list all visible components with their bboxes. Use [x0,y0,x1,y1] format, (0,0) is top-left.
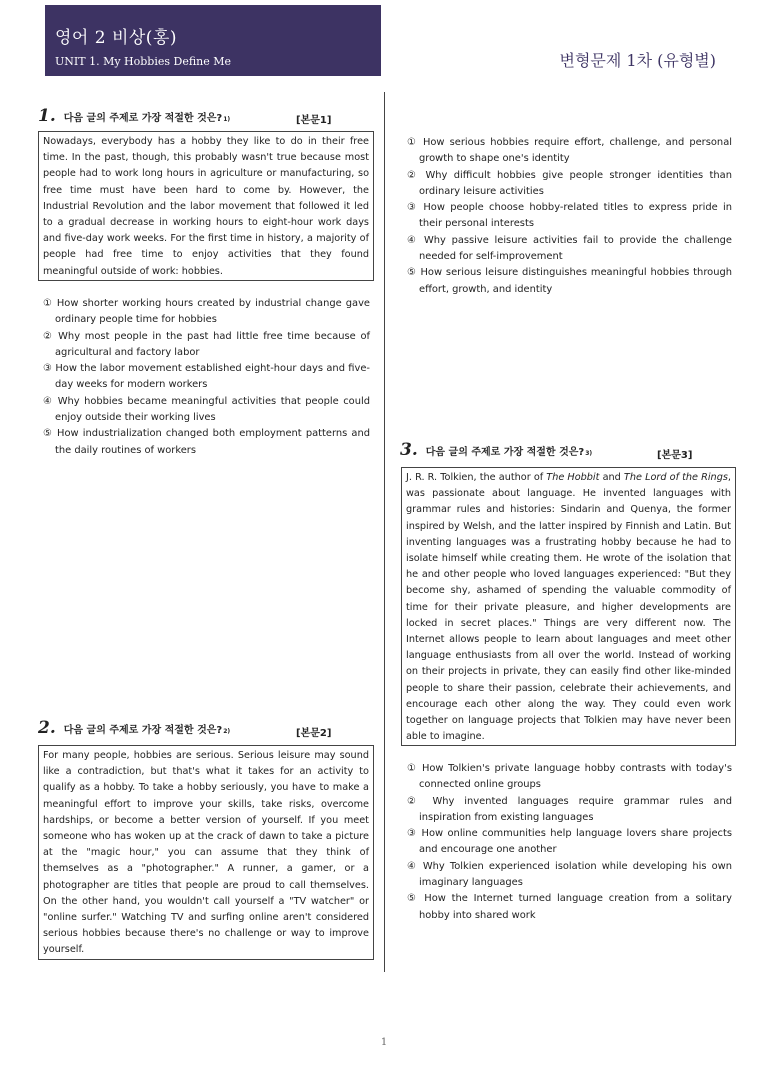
worksheet-title: 변형문제 1차 (유형별) [559,51,716,70]
column-divider [384,92,385,972]
question-3-heading [400,440,592,460]
option-5[interactable]: ⑤ How the Internet turned language creation from a solitary hobby into shared work [407,893,732,921]
question-2-heading [38,718,230,738]
passage-tag: [본문3] [657,450,693,461]
option-2[interactable]: ② Why most people in the past had little free time because of agricultural and factory labor [43,330,370,358]
option-4[interactable]: ④ Why hobbies became meaningful activities that people could enjoy outside their working lives [43,395,370,424]
option-3[interactable]: ③ How people choose hobby-related titles to express pride in their personal interests [407,202,732,230]
book-title-lotr: The Lord of the Rings [623,472,728,483]
question-1-passage: Nowadays, everybody has a hobby they like to do in their free time. In the past, though, this probably wasn't true because most people had to work long hours in agriculture or manufacturing, so free time must have been hard to come by. However, the Industrial Revolution and the labor movement that followed it led to a gradual decrease in working hours to eight-hour work days and five-day work weeks. For the first time in history, a majority of people had free time to enjoy activities that they found meaningful outside of work: hobbies. [38,131,374,281]
page-number: 1 [380,1037,388,1048]
passage-text: , was passionate about language. He invented languages with grammar rules and histories: Sindarin and Quenya, the former inspired by Welsh, and the latter inspired by Finnish and Latin. But inventing languages was a frustrating hobby because he had to isolate himself while creating them. He wrote of the isolation that he and other people who loved languages experienced: "But they become shy, ashamed of spending the valuable commodity of time for their private pleasure, and higher developments are locked in secret places." Things are very different now. The Internet allows people to learn about languages and meet other language enthusiasts from all over the world. Instead of working on their projects in private, they can easily find other like-minded people to share their passion, celebrate their achievements, and encourage each other along the way. They could even work together on language projects that Tolkien may have never been able to imagine. [406,472,731,743]
option-5[interactable]: ⑤ How industrialization changed both employment patterns and the daily routines of workers [43,428,370,456]
option-4[interactable]: ④ Why Tolkien experienced isolation while developing his own imaginary languages [407,860,732,889]
footnote-ref: 2) [223,728,231,735]
header-banner [45,5,381,76]
question-prompt: 다음 글의 주제로 가장 적절한 것은? [63,113,223,124]
unit-title: UNIT 1. My Hobbies Define Me [55,55,232,68]
question-1-heading [38,106,230,126]
footnote-ref: 1) [223,116,231,123]
question-number: 3. [400,440,418,460]
question-number: 1. [38,106,56,126]
passage-tag: [본문1] [296,115,332,126]
question-1-options [43,296,370,459]
question-2-options [407,135,732,298]
option-1[interactable]: ① How serious hobbies require effort, challenge, and personal growth to shape one's identity [407,137,732,165]
option-1[interactable]: ① How shorter working hours created by industrial change gave ordinary people time for hobbies [43,298,370,326]
option-3[interactable]: ③ How the labor movement established eight-hour days and five-day weeks for modern workers [43,363,370,391]
question-prompt: 다음 글의 주제로 가장 적절한 것은? [63,725,223,736]
option-3[interactable]: ③ How online communities help language lovers share projects and encourage one another [407,828,732,856]
passage-tag: [본문2] [296,728,332,739]
book-title-hobbit: The Hobbit [546,472,600,483]
option-1[interactable]: ① How Tolkien's private language hobby contrasts with today's connected online groups [407,763,732,791]
textbook-title: 영어 2 비상(홍) [55,28,177,48]
question-prompt: 다음 글의 주제로 가장 적절한 것은? [425,447,585,458]
question-2-passage: For many people, hobbies are serious. Serious leisure may sound like a contradiction, but that's what it takes for an activity to qualify as a hobby. To take a hobby seriously, you have to make a meaningful effort to improve your skills, take risks, overcome hardships, or become a better version of yourself. If you meet someone who has woken up at the crack of dawn to take a picture at the "magic hour," you can assume that they think of themselves as a "photographer." A runner, a gamer, or a photographer are titles that people are proud to call themselves. On the other hand, you wouldn't call yourself a "TV watcher" or "online surfer." Watching TV and surfing online aren't considered serious hobbies because there's no challenge or way to improve yourself. [38,745,374,960]
option-2[interactable]: ② Why difficult hobbies give people stronger identities than ordinary leisure activities [407,169,732,197]
passage-text: and [599,472,624,483]
footnote-ref: 3) [585,450,593,457]
question-3-options [407,761,732,924]
option-2[interactable]: ② Why invented languages require grammar rules and inspiration from existing languages [407,795,732,823]
option-5[interactable]: ⑤ How serious leisure distinguishes meaningful hobbies through effort, growth, and identity [407,267,732,295]
option-4[interactable]: ④ Why passive leisure activities fail to provide the challenge needed for self-improvement [407,234,732,263]
question-number: 2. [38,718,56,738]
passage-text: J. R. R. Tolkien, the author of [406,472,547,483]
question-3-passage [401,467,736,746]
